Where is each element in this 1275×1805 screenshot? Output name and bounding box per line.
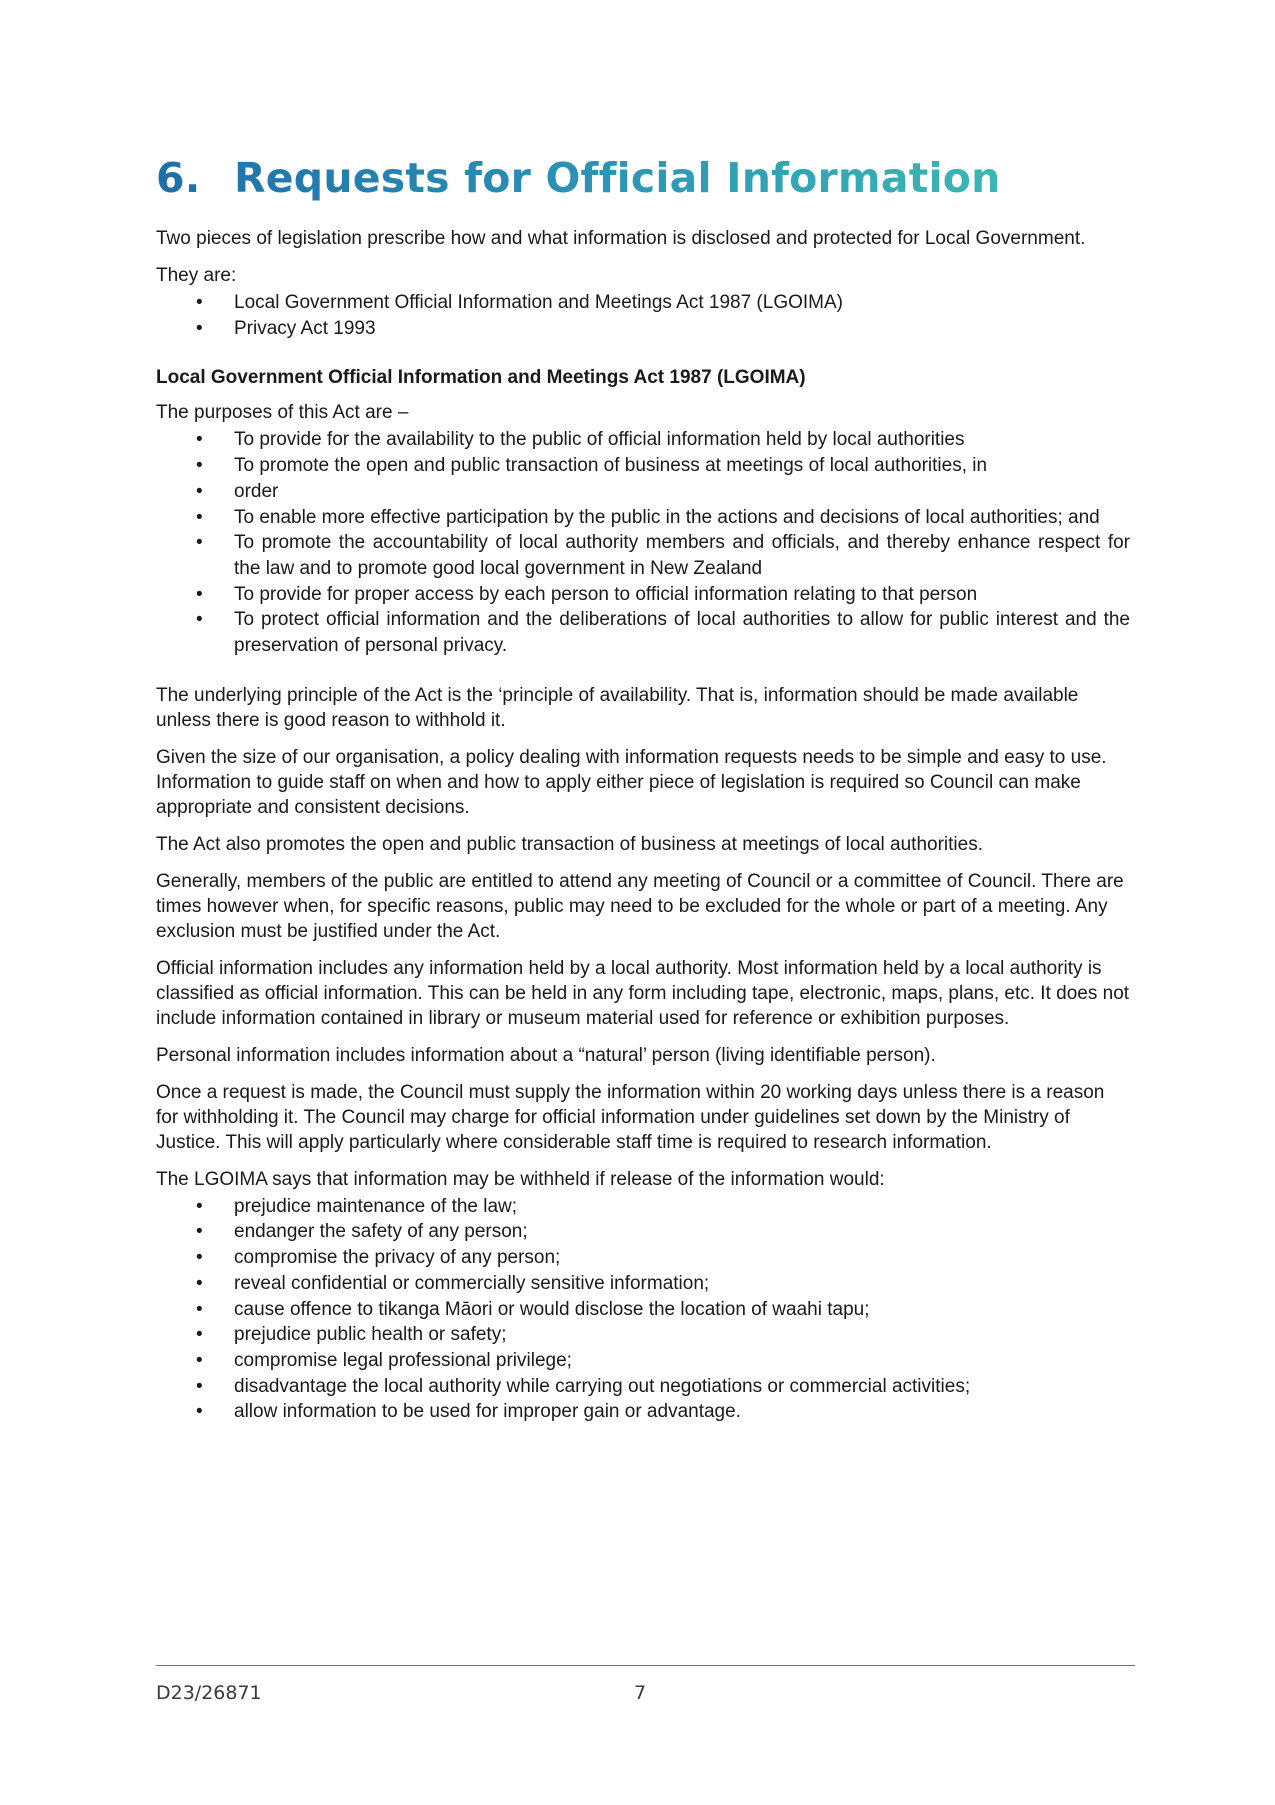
footer-divider: [156, 1665, 1135, 1666]
list-item: • allow information to be used for improper gain or advantage.: [156, 1399, 1130, 1425]
list-item: • reveal confidential or commercially sensitive information;: [156, 1271, 1130, 1297]
list-item: • To protect official information and the deliberations of local authorities to allow for public interest and the preservation of personal privacy.: [156, 607, 1130, 658]
list-item: • To promote the accountability of local authority members and officials, and thereby enhance respect for the law and to promote good local government in New Zealand: [156, 530, 1130, 581]
withheld-intro: The LGOIMA says that information may be withheld if release of the information would:: [156, 1168, 885, 1190]
list-item: • Local Government Official Information and Meetings Act 1987 (LGOIMA): [156, 290, 1130, 316]
section-title: Requests for Official Information: [234, 154, 1001, 202]
list-item: • disadvantage the local authority while carrying out negotiations or commercial activities;: [156, 1374, 1130, 1400]
document-reference: D23/26871: [156, 1682, 262, 1704]
lgoima-heading: Local Government Official Information and Meetings Act 1987 (LGOIMA): [156, 367, 806, 389]
list-item: • endanger the safety of any person;: [156, 1219, 1130, 1245]
document-page: [156, 150, 1130, 1437]
legislation-list: [156, 290, 1130, 341]
list-item: • cause offence to tikanga Māori or would disclose the location of waahi tapu;: [156, 1297, 1130, 1323]
list-item: • Privacy Act 1993: [156, 316, 1130, 342]
purposes-intro: The purposes of this Act are –: [156, 402, 409, 424]
section-number: 6.: [156, 154, 201, 202]
body-paragraph: Personal information includes information about a “natural’ person (living identifiable person).: [156, 1044, 936, 1066]
body-paragraph: Generally, members of the public are entitled to attend any meeting of Council or a committee of Council. There are times however when, for specific reasons, public may need to be excluded for the whole or part of a meeting. Any exclusion must be justified under the Act.: [156, 870, 1124, 942]
section-heading: [156, 150, 1130, 206]
page-number: 7: [634, 1682, 647, 1704]
body-paragraph: Official information includes any information held by a local authority. Most information held by a local authority is classified as official information. This can be held in any form including tape, electronic, maps, plans, etc. It does not include information contained in library or museum material used for reference or exhibition purposes.: [156, 957, 1130, 1029]
list-item: • To promote the open and public transaction of business at meetings of local authorities, in: [156, 453, 1130, 479]
intro-paragraph: Two pieces of legislation prescribe how and what information is disclosed and protected for Local Government.: [156, 228, 1086, 249]
list-item: • prejudice maintenance of the law;: [156, 1194, 1130, 1220]
they-are-label: They are:: [156, 265, 237, 286]
body-paragraph: Once a request is made, the Council must supply the information within 20 working days unless there is a reason for withholding it. The Council may charge for official information under guidelines set down by the Ministry of Justice. This will apply particularly where considerable staff time is required to research information.: [156, 1081, 1105, 1153]
list-item: • compromise the privacy of any person;: [156, 1245, 1130, 1271]
list-item: • To provide for proper access by each person to official information relating to that person: [156, 582, 1130, 608]
list-item: • prejudice public health or safety;: [156, 1322, 1130, 1348]
body-paragraph: Given the size of our organisation, a policy dealing with information requests needs to be simple and easy to use. Information to guide staff on when and how to apply either piece of legislation is required so Council can make appropriate and consistent decisions.: [156, 746, 1107, 818]
withheld-reasons-list: [156, 1194, 1130, 1425]
purposes-list: [156, 427, 1130, 658]
list-item: • To enable more effective participation by the public in the actions and decisions of local authorities; and: [156, 505, 1130, 531]
list-item: • order: [156, 479, 1130, 505]
list-item: • To provide for the availability to the public of official information held by local authorities: [156, 427, 1130, 453]
list-item: • compromise legal professional privilege;: [156, 1348, 1130, 1374]
body-paragraph: The underlying principle of the Act is the ‘principle of availability. That is, information should be made available unless there is good reason to withhold it.: [156, 684, 1079, 731]
body-paragraph: The Act also promotes the open and public transaction of business at meetings of local authorities.: [156, 833, 983, 855]
